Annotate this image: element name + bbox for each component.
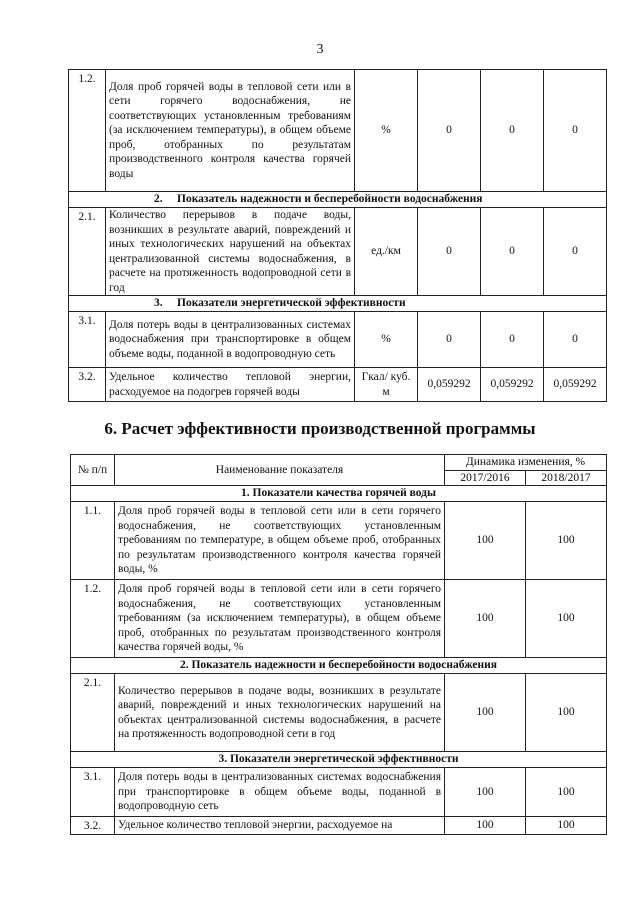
row-unit: Гкал/ куб. м bbox=[355, 368, 418, 402]
section-heading: 2. Показатель надежности и бесперебойности водоснабжения bbox=[69, 192, 607, 208]
table-row bbox=[71, 674, 607, 752]
row-value: 100 bbox=[445, 580, 526, 658]
row-description: Удельное количество тепловой энергии, расходуемое на подогрев горячей воды bbox=[106, 368, 355, 402]
row-number: 3.2. bbox=[71, 817, 115, 835]
row-value: 0 bbox=[481, 312, 544, 368]
row-number: 2.1. bbox=[69, 208, 106, 296]
section-heading: 2. Показатель надежности и бесперебойности водоснабжения bbox=[71, 658, 607, 674]
row-value: 0,059292 bbox=[544, 368, 607, 402]
row-value: 100 bbox=[445, 768, 526, 817]
row-description: Количество перерывов в подаче воды, возникших в результате аварий, повреждений и иных технологических нарушений на объектах централизованной системы водоснабжения, в расчете на протяженность водопроводной сети в год bbox=[115, 674, 445, 752]
row-value: 100 bbox=[445, 502, 526, 580]
row-value: 0 bbox=[544, 312, 607, 368]
row-value: 100 bbox=[445, 817, 526, 835]
row-value: 0 bbox=[544, 70, 607, 192]
row-value: 0,059292 bbox=[481, 368, 544, 402]
header-num: № п/п bbox=[71, 455, 115, 486]
header-year-1: 2017/2016 bbox=[445, 470, 526, 486]
section-row bbox=[71, 658, 607, 674]
header-year-2: 2018/2017 bbox=[526, 470, 607, 486]
row-value: 0 bbox=[418, 208, 481, 296]
row-description: Доля проб горячей воды в тепловой сети или в сети горячего водоснабжения, не соответствующих установленным требованиям (за исключением температуры), в общем объеме проб, отобранных по результатам производственного контроля качества горячей воды bbox=[106, 70, 355, 192]
section-row bbox=[69, 296, 607, 312]
row-value: 100 bbox=[526, 768, 607, 817]
row-value: 0 bbox=[481, 70, 544, 192]
row-description: Доля проб горячей воды в тепловой сети или в сети горячего водоснабжения, не соответствующих установленным требованиям (за исключением температуры), в общем объеме проб, отобранных по результатам производственного контроля качества горячей воды, % bbox=[115, 580, 445, 658]
row-value: 0 bbox=[418, 312, 481, 368]
table-row bbox=[69, 312, 607, 368]
indicators-table bbox=[68, 69, 607, 402]
row-description: Количество перерывов в подаче воды, возникших в результате аварий, повреждений и иных технологических нарушений на объектах централизованной системы водоснабжения, в расчете на протяженность водопроводной сети в год bbox=[106, 208, 355, 296]
row-value: 0 bbox=[481, 208, 544, 296]
table-row bbox=[71, 580, 607, 658]
header-row bbox=[71, 455, 607, 471]
page-number: 3 bbox=[316, 42, 324, 57]
row-number: 1.2. bbox=[69, 70, 106, 192]
row-unit: ед./км bbox=[355, 208, 418, 296]
table-row bbox=[69, 368, 607, 402]
section-heading: 3. Показатели энергетической эффективности bbox=[71, 752, 607, 768]
table-row bbox=[71, 817, 607, 835]
table-row bbox=[69, 70, 607, 192]
row-number: 3.1. bbox=[69, 312, 106, 368]
row-description: Доля проб горячей воды в тепловой сети или в сети горячего водоснабжения, не соответствующих установленным требованиям по температуре, в общем объеме проб, отобранных по результатам производственного контроля качества горячей воды, % bbox=[115, 502, 445, 580]
section-title: 6. Расчет эффективности производственной программы bbox=[104, 419, 536, 438]
section-heading: 1. Показатели качества горячей воды bbox=[71, 486, 607, 502]
row-description: Удельное количество тепловой энергии, расходуемое на bbox=[115, 817, 445, 835]
row-value: 0 bbox=[544, 208, 607, 296]
row-value: 100 bbox=[526, 580, 607, 658]
table-row bbox=[69, 208, 607, 296]
row-description: Доля потерь воды в централизованных системах водоснабжения при транспортировке в общем объеме воды, поданной в водопроводную сеть bbox=[115, 768, 445, 817]
row-value: 0,059292 bbox=[418, 368, 481, 402]
row-value: 100 bbox=[526, 502, 607, 580]
table-row bbox=[71, 502, 607, 580]
section-row bbox=[69, 192, 607, 208]
row-number: 2.1. bbox=[71, 674, 115, 752]
efficiency-table bbox=[70, 454, 607, 835]
row-number: 1.1. bbox=[71, 502, 115, 580]
row-value: 100 bbox=[445, 674, 526, 752]
row-number: 1.2. bbox=[71, 580, 115, 658]
section-row bbox=[71, 752, 607, 768]
section-row bbox=[71, 486, 607, 502]
header-name: Наименование показателя bbox=[115, 455, 445, 486]
row-description: Доля потерь воды в централизованных системах водоснабжения при транспортировке в общем объеме воды, поданной в водопроводную сеть bbox=[106, 312, 355, 368]
row-value: 0 bbox=[418, 70, 481, 192]
section-heading: 3. Показатели энергетической эффективности bbox=[69, 296, 607, 312]
table-row bbox=[71, 768, 607, 817]
row-number: 3.2. bbox=[69, 368, 106, 402]
row-unit: % bbox=[355, 312, 418, 368]
row-number: 3.1. bbox=[71, 768, 115, 817]
row-unit: % bbox=[355, 70, 418, 192]
row-value: 100 bbox=[526, 817, 607, 835]
header-dynamics: Динамика изменения, % bbox=[445, 455, 607, 471]
row-value: 100 bbox=[526, 674, 607, 752]
